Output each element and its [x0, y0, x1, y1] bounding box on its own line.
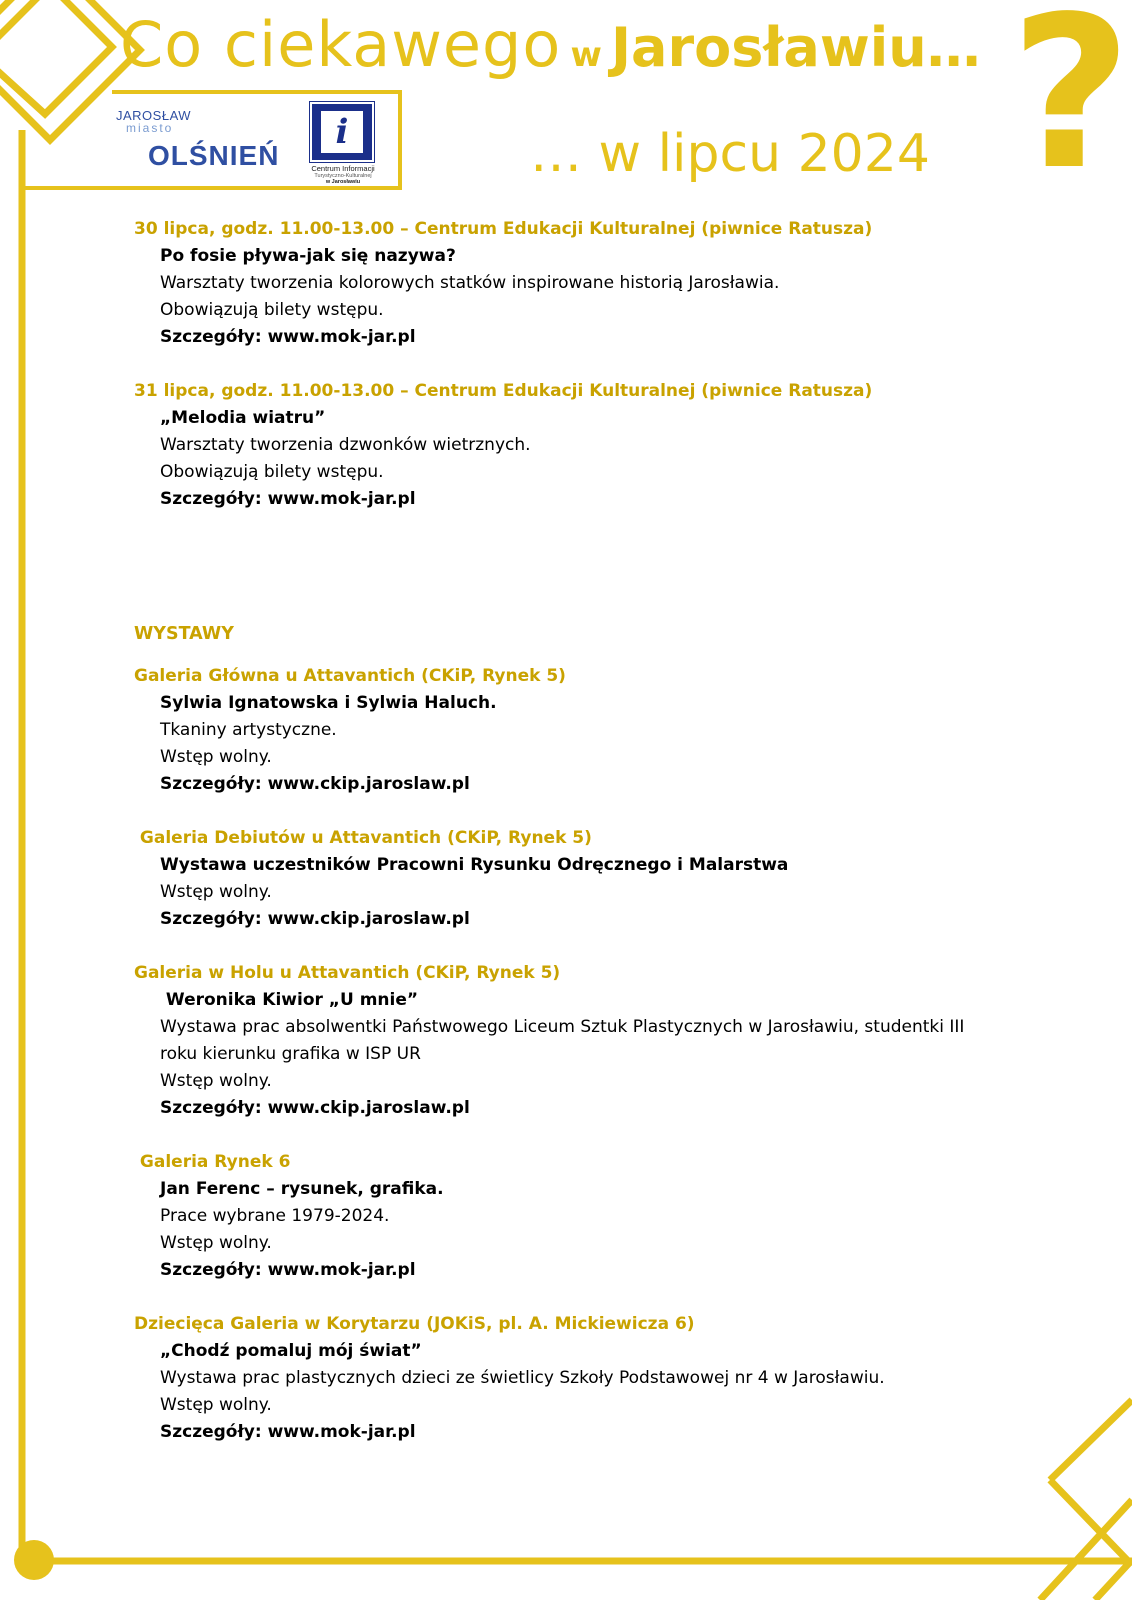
exhibition-header: Galeria w Holu u Attavantich (CKiP, Rynek 5): [134, 963, 561, 983]
event-details-link[interactable]: Szczegóły: www.mok-jar.pl: [160, 489, 416, 509]
event-description: Warsztaty tworzenia kolorowych statków inspirowane historią Jarosławia.: [160, 273, 780, 293]
exhibition-description: Wystawa prac absolwentki Państwowego Liceum Sztuk Plastycznych w Jarosławiu, studentki III roku kierunku grafika w ISP UR: [160, 1017, 965, 1064]
exhibitions-title: WYSTAWY: [134, 624, 234, 644]
title-part-1: Co ciekawego: [120, 8, 562, 81]
exhibition-details-link[interactable]: Szczegóły: www.ckip.jaroslaw.pl: [160, 774, 470, 794]
exhibition-note: Wstęp wolny.: [160, 1395, 272, 1415]
question-mark: ?: [1010, 0, 1132, 216]
event-header: 30 lipca, godz. 11.00-13.00 – Centrum Edukacji Kulturalnej (piwnice Ratusza): [134, 219, 873, 239]
logo-area: [112, 92, 402, 188]
info-caption-1: Centrum Informacji: [311, 164, 375, 173]
exhibition-header: Galeria Główna u Attavantich (CKiP, Rynek 5): [134, 666, 566, 686]
title-part-2: w: [570, 35, 602, 75]
exhibition-note: Wstęp wolny.: [160, 1071, 272, 1091]
exhibition-block: [134, 825, 1014, 933]
info-icon: [310, 102, 374, 162]
exhibition-title: Jan Ferenc – rysunek, grafika.: [160, 1179, 444, 1199]
event-details-link[interactable]: Szczegóły: www.mok-jar.pl: [160, 327, 416, 347]
event-note: Obowiązują bilety wstępu.: [160, 462, 384, 482]
exhibition-title: Sylwia Ignatowska i Sylwia Haluch.: [160, 693, 497, 713]
exhibition-note: Wstęp wolny.: [160, 747, 272, 767]
main-content: [134, 216, 1014, 1473]
exhibition-header: Galeria Rynek 6: [134, 1152, 291, 1172]
info-caption-2: Turystyczno-Kulturalnej: [314, 173, 372, 179]
exhibition-block: [134, 663, 1014, 798]
frame-br-diag-3: [1050, 1480, 1132, 1565]
info-caption-3: w Jarosławiu: [325, 179, 361, 185]
exhibition-title: Weronika Kiwior „U mnie”: [160, 990, 419, 1010]
jaroslaw-logo-line3: OLŚNIEŃ: [148, 140, 280, 171]
jaroslaw-logo-line2: miasto: [126, 121, 174, 135]
event-block: [134, 216, 1014, 351]
title-part-3: Jarosławiu…: [610, 16, 981, 79]
exhibition-header: Dziecięca Galeria w Korytarzu (JOKiS, pl. A. Mickiewicza 6): [134, 1314, 695, 1334]
event-block: [134, 378, 1014, 513]
exhibition-block: [134, 960, 1014, 1122]
jaroslaw-logo: [116, 108, 280, 178]
page-title: [120, 8, 981, 81]
page-subtitle: … w lipcu 2024: [530, 124, 930, 184]
info-center-logo: [310, 102, 376, 184]
jaroslaw-logo-line1: JAROSŁAW: [116, 108, 192, 123]
event-description: Warsztaty tworzenia dzwonków wietrznych.: [160, 435, 531, 455]
frame-br-diag-2: [1050, 1400, 1132, 1480]
exhibition-block: [134, 1311, 1014, 1446]
exhibition-description: Prace wybrane 1979-2024.: [160, 1206, 390, 1226]
exhibition-block: [134, 1149, 1014, 1284]
exhibition-description: Wystawa prac plastycznych dzieci ze świetlicy Szkoły Podstawowej nr 4 w Jarosławiu.: [160, 1368, 885, 1388]
exhibition-details-link[interactable]: Szczegóły: www.mok-jar.pl: [160, 1260, 416, 1280]
event-title: Po fosie pływa-jak się nazywa?: [160, 246, 456, 266]
event-note: Obowiązują bilety wstępu.: [160, 300, 384, 320]
exhibition-description: Tkaniny artystyczne.: [160, 720, 337, 740]
exhibition-note: Wstęp wolny.: [160, 882, 272, 902]
event-header: 31 lipca, godz. 11.00-13.00 – Centrum Edukacji Kulturalnej (piwnice Ratusza): [134, 381, 873, 401]
exhibition-title: Wystawa uczestników Pracowni Rysunku Odręcznego i Malarstwa: [160, 855, 789, 875]
exhibition-details-link[interactable]: Szczegóły: www.ckip.jaroslaw.pl: [160, 909, 470, 929]
frame-dot: [14, 1540, 54, 1580]
exhibition-header: Galeria Debiutów u Attavantich (CKiP, Rynek 5): [134, 828, 592, 848]
info-letter: i: [321, 111, 363, 153]
exhibition-details-link[interactable]: Szczegóły: www.mok-jar.pl: [160, 1422, 416, 1442]
event-title: „Melodia wiatru”: [160, 408, 326, 428]
exhibition-details-link[interactable]: Szczegóły: www.ckip.jaroslaw.pl: [160, 1098, 470, 1118]
exhibition-title: „Chodź pomaluj mój świat”: [160, 1341, 422, 1361]
exhibition-note: Wstęp wolny.: [160, 1233, 272, 1253]
